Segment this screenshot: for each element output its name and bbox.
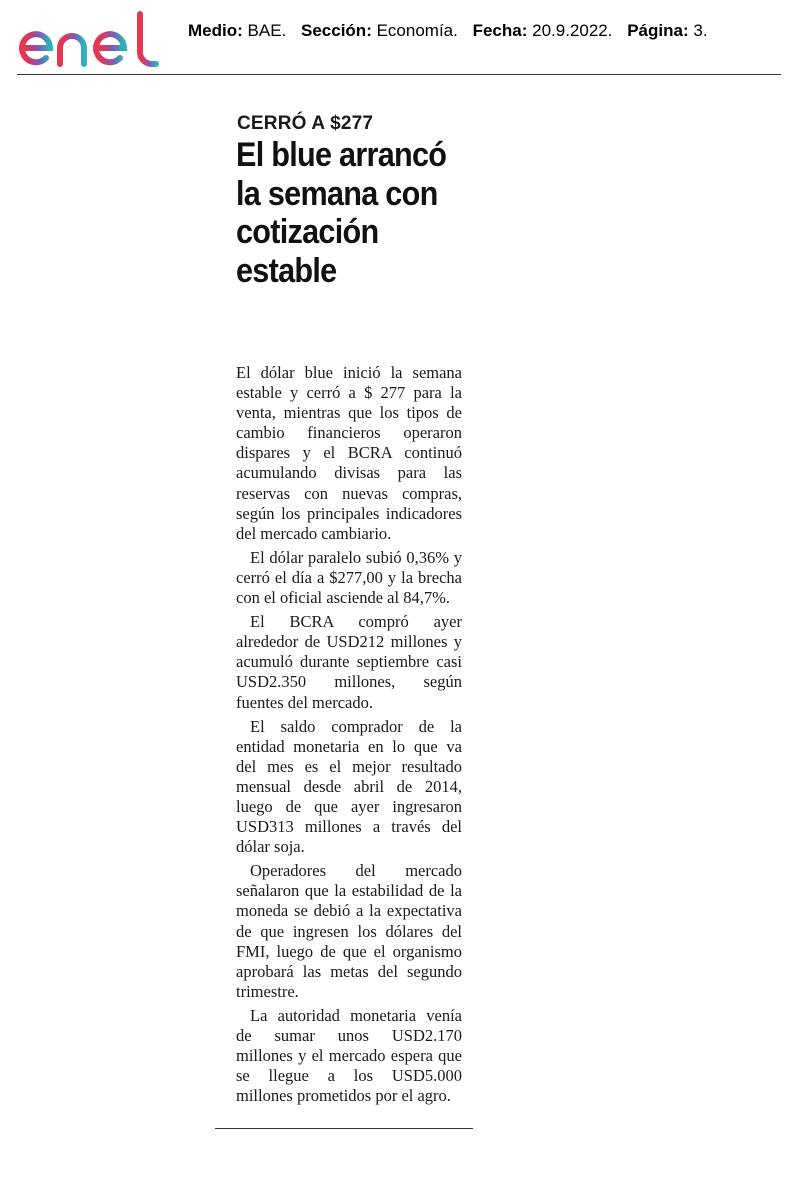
page-header xyxy=(0,0,800,75)
pagina-label: Página: xyxy=(627,21,689,40)
medio-label: Medio: xyxy=(188,21,243,40)
article-paragraph: El saldo comprador de la entidad monetaria en lo que va del mes es el mejor resultado mensual desde abril de 2014, luego de que ayer ingresaron USD313 millones a través del dólar soja. xyxy=(236,716,462,857)
article-body xyxy=(236,363,462,1106)
article-paragraph: La autoridad monetaria venía de sumar unos USD2.170 millones y el mercado espera que se llegue a los USD5.000 millones prometidos por el agro. xyxy=(236,1005,462,1106)
seccion-value: Economía. xyxy=(376,21,458,40)
article-headline: El blue arrancó la semana con cotización estable xyxy=(236,136,447,290)
enel-logo xyxy=(16,8,166,70)
pagina-value: 3. xyxy=(693,21,708,40)
fecha-label: Fecha: xyxy=(472,21,528,40)
header-divider xyxy=(17,74,781,75)
clipping-metadata xyxy=(188,21,708,41)
medio-value: BAE. xyxy=(247,21,287,40)
article-paragraph: El dólar blue inició la semana estable y cerró a $ 277 para la venta, mientras que los tipos de cambio financieros operaron dispares y el BCRA continuó acumulando divisas para las reservas con nuevas compras, según los principales indicadores del mercado cambiario. xyxy=(236,363,462,543)
seccion-label: Sección: xyxy=(301,21,372,40)
article-kicker: CERRÓ A $277 xyxy=(237,113,374,134)
article-paragraph: El BCRA compró ayer alrededor de USD212 millones y acumuló durante septiembre casi USD2.350 millones, según fuentes del mercado. xyxy=(236,612,462,712)
fecha-value: 20.9.2022. xyxy=(532,21,613,40)
article-paragraph: Operadores del mercado señalaron que la estabilidad de la moneda se debió a la expectativa de que ingresen los dólares del FMI, luego de que el organismo aprobará las metas del segundo trimestre. xyxy=(236,861,462,1001)
article-paragraph: El dólar paralelo subió 0,36% y cerró el día a $277,00 y la brecha con el oficial asciende al 84,7%. xyxy=(236,547,462,608)
article-end-divider xyxy=(215,1128,473,1129)
